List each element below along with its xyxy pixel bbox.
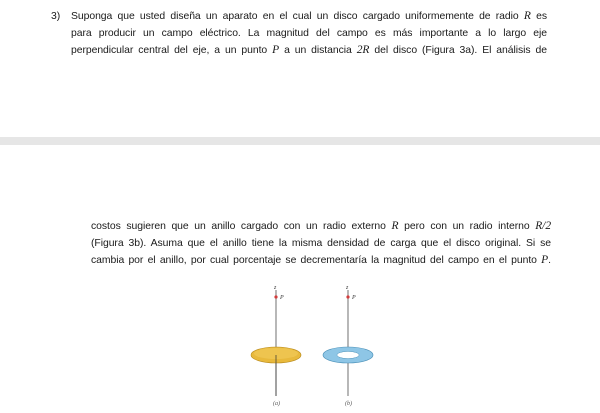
text-line-3: perpendicular central del eje, a un punto P a un distancia 2R del disco (Figura 3a). El análisis de — [71, 44, 547, 56]
problem-statement-bottom — [91, 218, 551, 269]
axis-label-a: z — [274, 285, 277, 291]
ring-hole — [337, 351, 359, 358]
point-label-b: P — [352, 295, 356, 301]
page-divider — [0, 137, 600, 145]
text-line-6: cambia por el anillo, por cual porcentaje se decrementaría la magnitud del campo en el punto P. — [91, 254, 551, 266]
caption-a: (a) — [273, 401, 280, 407]
text-line-4: costos sugieren que un anillo cargado con un radio externo R pero con un radio interno R/2 — [91, 220, 552, 232]
point-p-a — [274, 295, 277, 298]
problem-number: 3) — [51, 11, 61, 22]
text-line-2: para producir un campo eléctrico. La magnitud del campo es más importante a lo largo eje — [71, 28, 547, 39]
text-line-1: Suponga que usted diseña un aparato en el cual un disco cargado uniformemente de radio R es — [71, 10, 547, 22]
axis-label-b: z — [346, 285, 349, 291]
figure-b — [323, 285, 373, 407]
text-line-5: (Figura 3b). Asuma que el anillo tiene la misma densidad de carga que el disco original. Si se — [91, 238, 551, 249]
problem-statement-top — [51, 8, 547, 59]
point-label-a: P — [280, 295, 284, 301]
point-p-b — [346, 295, 349, 298]
caption-b: (b) — [345, 401, 352, 407]
figure-disk-and-ring — [240, 284, 380, 409]
figure-a — [251, 285, 301, 407]
